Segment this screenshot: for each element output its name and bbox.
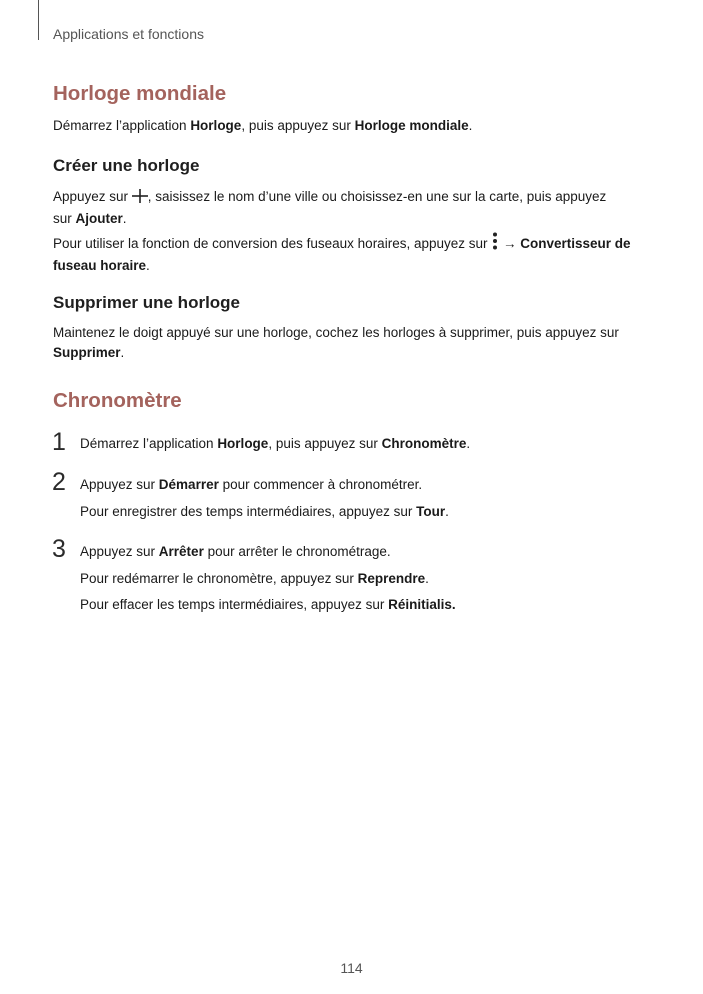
step-3-line-1: Appuyez sur Arrêter pour arrêter le chronométrage. bbox=[80, 544, 391, 559]
step-3-line-3: Pour effacer les temps intermédiaires, appuyez sur Réinitialis. bbox=[80, 597, 456, 612]
plus-icon bbox=[132, 189, 148, 209]
subsection-title-create-clock: Créer une horloge bbox=[53, 156, 200, 175]
header-divider bbox=[38, 0, 39, 40]
page-header: Applications et fonctions bbox=[53, 26, 204, 42]
section-title-stopwatch: Chronomètre bbox=[53, 389, 182, 412]
page-number: 114 bbox=[340, 960, 363, 976]
create-clock-paragraph: Appuyez sur , saisissez le nom d’une ville ou choisissez-en une sur la carte, puis appuyez sur Ajouter. bbox=[53, 189, 607, 226]
world-clock-intro: Démarrez l’application Horloge, puis appuyez sur Horloge mondiale. bbox=[53, 118, 473, 133]
section-title-world-clock: Horloge mondiale bbox=[53, 82, 227, 105]
timezone-converter-paragraph: Pour utiliser la fonction de conversion des fuseaux horaires, appuyez sur → Convertisseur de fuseau horaire. bbox=[53, 232, 633, 276]
step-2-line-1: Appuyez sur Démarrer pour commencer à chronométrer. bbox=[80, 477, 423, 492]
delete-clock-paragraph: Maintenez le doigt appuyé sur une horloge, cochez les horloges à supprimer, puis appuyez sur Supprimer. bbox=[53, 325, 619, 360]
subsection-title-delete-clock: Supprimer une horloge bbox=[53, 293, 241, 312]
step-number: 1 bbox=[52, 428, 66, 456]
step-2-line-2: Pour enregistrer des temps intermédiaires, appuyez sur Tour. bbox=[80, 504, 449, 519]
step-number: 3 bbox=[52, 535, 66, 563]
step-number: 2 bbox=[52, 468, 66, 496]
step-3-line-2: Pour redémarrer le chronomètre, appuyez sur Reprendre. bbox=[80, 571, 429, 586]
step-1-line-1: Démarrez l’application Horloge, puis appuyez sur Chronomètre. bbox=[80, 436, 471, 451]
